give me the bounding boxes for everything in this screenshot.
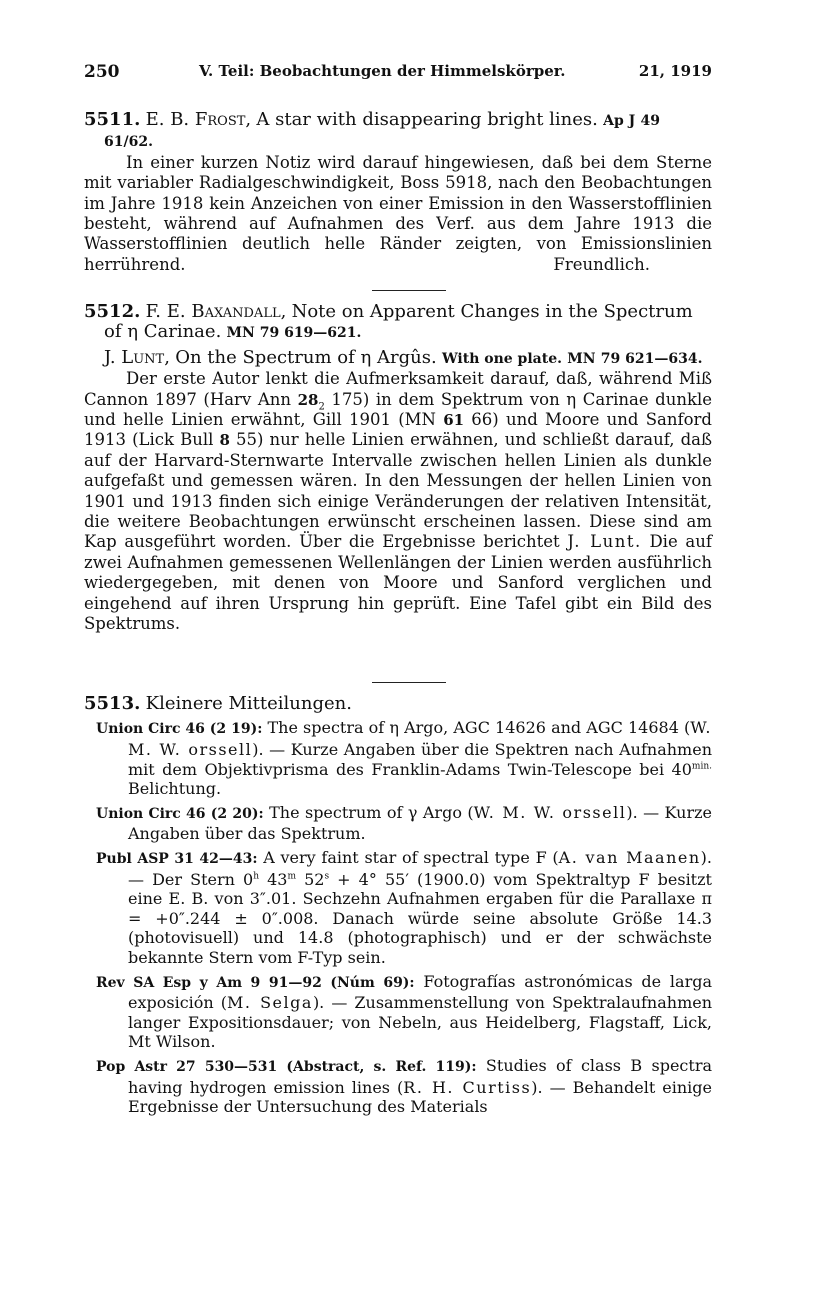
list-item	[96, 972, 712, 1052]
item-text: The spectra of η Argo, AGC 14626 and AGC 14684 (	[262, 718, 691, 738]
item-text: ). — Kurze Angaben über das Spektrum.	[128, 802, 712, 844]
entry-body	[84, 369, 712, 634]
entry-title-text: Kleinere Mitteilungen.	[145, 693, 352, 714]
running-header	[84, 62, 712, 84]
item-text: Belichtung.	[128, 779, 222, 799]
item-superscript: m	[287, 871, 297, 882]
item-source: Union Circ 46 (2 20):	[96, 805, 264, 822]
item-source: Rev SA Esp y Am 9 91—92 (Núm 69):	[96, 974, 415, 991]
entry-5511	[84, 110, 712, 275]
item-text: ). — Zusammenstellung von Spektralaufnahmen langer Expositionsdauer; von Nebeln, aus Heidelberg, Flagstaff, Lick, Mt Wilson.	[128, 993, 713, 1052]
item-author: R. H. Curtiss	[403, 1077, 532, 1097]
item-author: M. Selga	[227, 993, 313, 1013]
body-text: 66) und Moore und Sanford 1913 (Lick Bull	[84, 410, 712, 450]
item-text: Studies of class B spectra having hydrogen emission lines (	[128, 1055, 713, 1097]
entry-number: 5513.	[84, 693, 141, 714]
entry-ref-journal: MN	[567, 350, 596, 367]
entry-number: 5512.	[84, 301, 141, 322]
entry-5513	[84, 694, 712, 1121]
entry-plate-note: With one plate.	[441, 350, 562, 367]
list-item	[96, 1056, 712, 1117]
entry-author: E. B. Frost,	[145, 109, 252, 130]
body-volume: 61	[443, 411, 465, 430]
item-text: ). — Behandelt einige Ergebnisse der Untersuchung des Materials	[128, 1077, 712, 1117]
item-text: 52	[296, 869, 325, 889]
entry-author: J. Lunt,	[104, 346, 170, 368]
entry-subtitle	[84, 348, 712, 369]
page-number: 250	[84, 62, 120, 82]
body-volume: 8	[219, 431, 230, 450]
entry-ref-volume: 49 61/62.	[104, 113, 661, 151]
item-author: W. M. W. orssell	[128, 718, 712, 759]
body-text: Die auf zwei Aufnahmen gemessenen Wellenlängen der Linien werden ausführlich wiedergegeben, mit denen von Moore und Sanford verglichen und eingehend auf ihren Ursprung hin geprüft. Eine Tafel gibt ein Bild des Spektrums.	[84, 532, 712, 634]
item-text: Fotografías astronómicas de larga exposición (	[128, 971, 712, 1013]
item-author: W. M. W. orssell	[473, 802, 627, 822]
reviewer-signature: Freundlich.	[553, 255, 650, 275]
entry-ref-journal: Ap J	[603, 113, 636, 129]
list-item	[96, 848, 712, 968]
item-author: A. van Maanen	[558, 847, 701, 867]
entry-author: F. E. Baxandall,	[145, 301, 287, 322]
item-source: Union Circ 46 (2 19):	[96, 721, 263, 738]
item-text: ). — Kurze Angaben über die Spektren nach Aufnahmen mit dem Objektivprisma des Franklin-Adams Twin-Telescope bei 40	[128, 740, 712, 779]
body-text: Der erste Autor lenkt die Aufmerksamkeit darauf, daß, während Miß Cannon 1897 (Harv Ann	[84, 369, 712, 409]
body-volume: 28	[297, 390, 319, 409]
item-source: Publ ASP 31 42—43:	[96, 850, 258, 867]
running-title: V. Teil: Beobachtungen der Himmelskörper.	[199, 62, 566, 80]
body-text: 55) nur helle Linien erwähnen, und schließt darauf, daß auf der Harvard-Sternwarte Intervalle zwischen hellen Linien als dunkle aufgefaßt und gemessen wären. In den Messungen der hellen Linien von 1901 und 1913 finden sich einige Veränderungen der relativen Intensität, die weitere Beobachtungen erwünscht erscheinen lassen. Diese sind am Kap ausgeführt worden. Über die Ergebnisse berichtet	[84, 430, 712, 552]
entry-5512	[84, 302, 712, 635]
item-source: Pop Astr 27 530—531 (Abstract, s. Ref. 119):	[96, 1058, 477, 1075]
section-divider	[372, 682, 446, 683]
entry-title-text: On the Spectrum of η Argûs.	[175, 346, 437, 368]
entry-ref-volume: 79 621—634.	[600, 350, 703, 367]
entry-title	[84, 110, 712, 153]
section-divider	[372, 290, 446, 291]
item-text: 43	[259, 869, 288, 889]
item-text: A very faint star of spectral type F (	[257, 847, 559, 867]
item-text: The spectrum of γ Argo (	[263, 802, 474, 822]
item-superscript: min.	[691, 761, 712, 772]
entry-body: In einer kurzen Notiz wird darauf hingewiesen, daß bei dem Sterne mit variabler Radialgeschwindigkeit, Boss 5918, nach den Beobachtungen im Jahre 1918 kein Anzeichen von einer Emission in den Wasserstofflinien besteht, während auf Aufnahmen des Verf. aus dem Jahre 1913 die Wasserstofflinien deutlich helle Ränder zeigten, von Emissionslinien herrührend.	[84, 152, 712, 274]
entry-title	[84, 302, 712, 344]
entry-title-text: Note on Apparent Changes in the Spectrum of η Carinae.	[104, 301, 693, 343]
item-text: + 4° 55′ (1900.0) vom Spektraltyp F besitzt eine E. B. von 3″.01. Sechzehn Aufnahmen ergaben für die Parallaxe π = +0″.244 ± 0″.008. Danach würde seine absolute Größe 14.3 (photovisuell) und 14.8 (photographisch) und er der schwächste bekannte Stern vom F-Typ sein.	[128, 869, 712, 967]
list-item	[96, 718, 712, 798]
item-superscript: h	[253, 871, 260, 882]
notes-list	[84, 718, 712, 1116]
item-superscript: s	[324, 871, 330, 882]
list-item	[96, 803, 712, 844]
item-text: ). — Der Stern 0	[128, 847, 712, 889]
entry-number: 5511.	[84, 109, 141, 130]
entry-title	[84, 694, 712, 714]
body-subscript: 2	[318, 400, 325, 412]
body-author: J. Lunt.	[567, 532, 642, 552]
body-text: 175) in dem Spektrum von η Carinae dunkle und helle Linien erwähnt, Gill 1901 (MN	[84, 389, 712, 430]
entry-title-text: A star with disappearing bright lines.	[256, 109, 598, 130]
section-year: 21, 1919	[638, 62, 712, 80]
entry-ref: MN 79 619—621.	[226, 325, 362, 342]
